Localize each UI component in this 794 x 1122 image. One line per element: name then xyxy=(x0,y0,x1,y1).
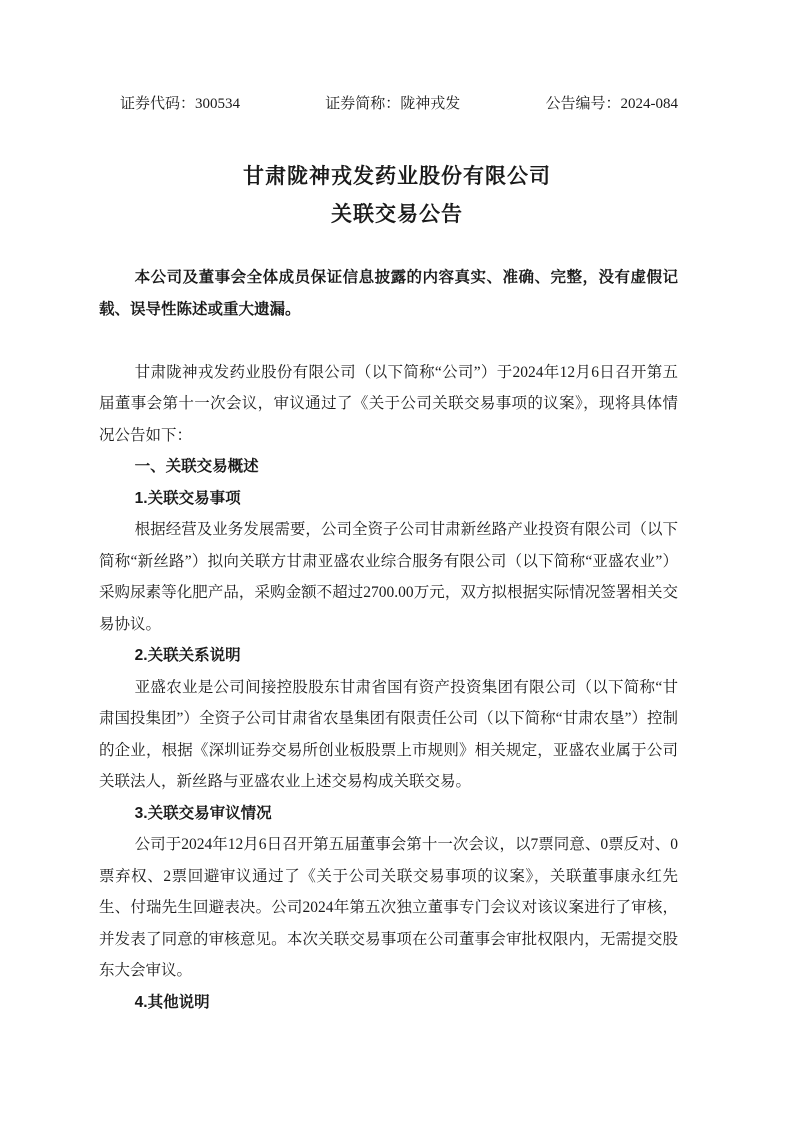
document-type-title: 关联交易公告 xyxy=(331,201,463,226)
paragraph-relationship: 亚盛农业是公司间接控股股东甘肃省国有资产投资集团有限公司（以下简称“甘肃国投集团”）全资子公司甘肃省农垦集团有限责任公司（以下简称“甘肃农垦”）控制的企业，根据《深圳证券交易所创业板股票上市规则》相关规定，亚盛农业属于公司关联法人，新丝路与亚盛农业上述交易构成关联交易。 xyxy=(99,678,678,790)
document-header xyxy=(120,94,678,114)
disclosure-statement: 本公司及董事会全体成员保证信息披露的内容真实、准确、完整，没有虚假记载、误导性陈述或重大遗漏。 xyxy=(99,269,678,318)
heading-section-overview: 一、关联交易概述 xyxy=(134,458,259,475)
title-block xyxy=(0,158,794,233)
heading-transaction-matter: 1.关联交易事项 xyxy=(134,489,241,507)
stock-name: 证券简称：陇神戎发 xyxy=(325,96,461,112)
intro-paragraph: 甘肃陇神戎发药业股份有限公司（以下简称“公司”）于2024年12月6日召开第五届董事会第十一次会议，审议通过了《关于公司关联交易事项的议案》，现将具体情况公告如下： xyxy=(99,363,678,444)
stock-code: 证券代码：300534 xyxy=(120,96,241,112)
company-title: 甘肃陇神戎发药业股份有限公司 xyxy=(243,164,551,188)
document-body xyxy=(99,262,678,1018)
announcement-number: 公告编号：2024-084 xyxy=(545,96,678,112)
heading-review-status: 3.关联交易审议情况 xyxy=(134,804,272,822)
heading-relationship: 2.关联关系说明 xyxy=(134,647,241,664)
paragraph-review-status: 公司于2024年12月6日召开第五届董事会第十一次会议，以7票同意、0票反对、0票弃权、2票回避审议通过了《关于公司关联交易事项的议案》，关联董事康永红先生、付瑞先生回避表决。公司2024年第五次独立董事专门会议对该议案进行了审核，并发表了同意的审核意见。本次关联交易事项在公司董事会审批权限内，无需提交股东大会审议。 xyxy=(99,836,678,979)
paragraph-transaction-matter: 根据经营及业务发展需要，公司全资子公司甘肃新丝路产业投资有限公司（以下简称“新丝路”）拟向关联方甘肃亚盛农业综合服务有限公司（以下简称“亚盛农业”）采购尿素等化肥产品，采购金额不超过2700.00万元，双方拟根据实际情况签署相关交易协议。 xyxy=(99,521,678,633)
heading-other-notes: 4.其他说明 xyxy=(134,993,210,1011)
